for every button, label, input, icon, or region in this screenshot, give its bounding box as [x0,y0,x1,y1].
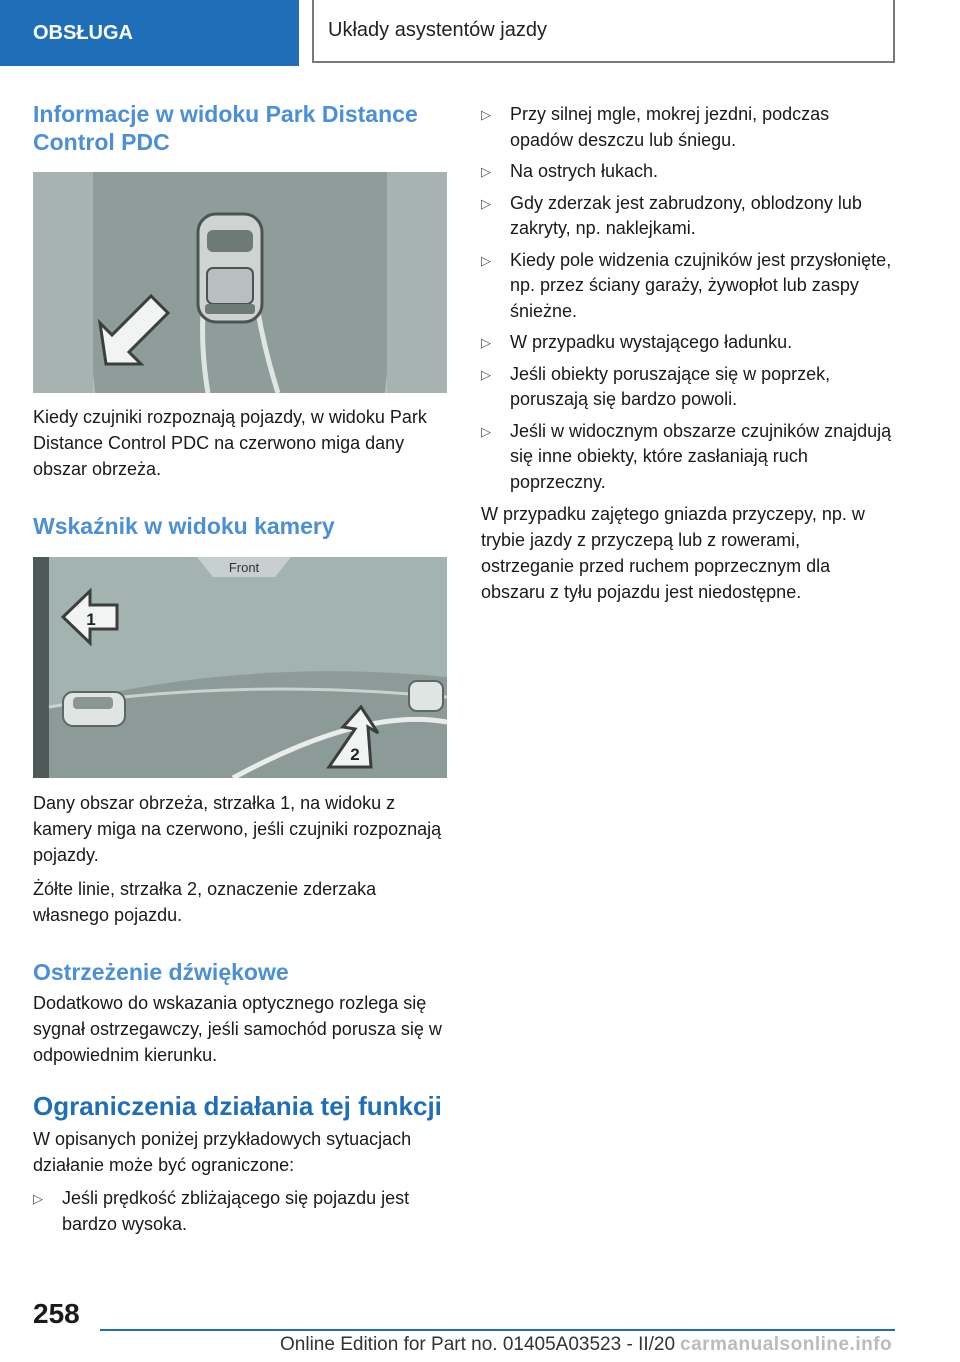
list-item: ▷ Kiedy pole widzenia czujników jest przysłonięte, np. przez ściany garaży, żywopłot lub zaspy śnieżne. [481,249,892,321]
list-item: ▷ Jeśli prędkość zbliżającego się pojazdu jest bardzo wysoka. [33,1188,410,1234]
bullet-triangle-icon: ▷ [481,366,491,382]
left-column [33,100,447,1237]
heading-pdc-view: Informacje w widoku Park Distance Control PDC [33,101,418,155]
heading-acoustic-warning: Ostrzeżenie dźwiękowe [33,959,289,985]
list-item: ▷ Przy silnej mgle, mokrej jezdni, podczas opadów deszczu lub śniegu. [481,104,830,150]
pdc-illustration [33,172,447,393]
list-item: ▷ Na ostrych łukach. [481,159,897,185]
list-item: ▷ Jeśli obiekty poruszające się w poprzek, poruszają się bardzo powoli. [481,363,831,409]
camera-illustration [33,557,447,778]
list-item: ▷ Jeśli w widocznym obszarze czujników znajdują się inne obiekty, które zasłaniają ruch poprzeczny. [481,420,892,492]
bullet-triangle-icon: ▷ [481,195,491,211]
watermark: carmanualsonline.info [680,1334,893,1355]
bullet-triangle-icon: ▷ [481,335,491,350]
limits-list-left [33,1186,447,1237]
right-column [481,102,897,605]
heading-system-limits: Ograniczenia działania tej funkcji [33,1091,442,1121]
bullet-triangle-icon: ▷ [481,423,491,439]
callout-2: 2 [350,745,360,764]
front-label: Front [228,560,260,575]
camera-description-1: Dany obszar obrzeża, strzałka 1, na widoku z kamery miga na czerwono, jeśli czujniki rozpoznają pojazdy. [33,793,442,865]
acoustic-warning-text: Dodatkowo do wskazania optycznego rozlega się sygnał ostrzegawczy, jeśli samochód porusza się w odpowiednim kierunku. [33,993,442,1065]
page-number: 258 [33,1298,80,1329]
bullet-triangle-icon: ▷ [33,1191,43,1206]
camera-figure [33,557,447,778]
trailer-note: W przypadku zajętego gniazda przyczepy, np. w trybie jazdy z przyczepą lub z rowerami, ostrzeganie przed ruchem poprzecznym dla obszaru z tyłu pojazdu jest niedostępne. [481,504,865,602]
edition-footer: Online Edition for Part no. 01405A03523 - II/20 [280,1334,676,1355]
system-limits-intro: W opisanych poniżej przykładowych sytuacjach działanie może być ograniczone: [33,1129,412,1175]
callout-1: 1 [86,610,96,629]
footer-divider [100,1329,895,1331]
limits-list-right [481,102,897,495]
pdc-figure [33,172,447,393]
bullet-triangle-icon: ▷ [481,107,491,122]
bullet-triangle-icon: ▷ [481,164,491,179]
camera-description-2: Żółte linie, strzałka 2, oznaczenie zderzaka własnego pojazdu. [33,879,377,925]
page-header [0,0,960,66]
section-tab: OBSŁUGA [0,0,299,66]
chapter-title: Układy asystentów jazdy [312,0,895,63]
bullet-triangle-icon: ▷ [481,252,491,268]
list-item: ▷ Gdy zderzak jest zabrudzony, oblodzony lub zakryty, np. naklejkami. [481,192,862,238]
heading-camera-view: Wskaźnik w widoku kamery [33,513,335,539]
pdc-description: Kiedy czujniki rozpoznają pojazdy, w widoku Park Distance Control PDC na czerwono miga dany obszar obrzeża. [33,407,427,479]
list-item: ▷ W przypadku wystającego ładunku. [481,330,897,356]
